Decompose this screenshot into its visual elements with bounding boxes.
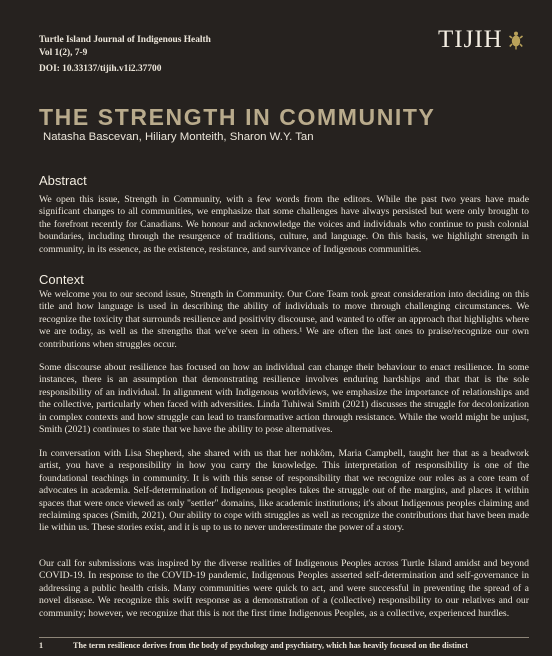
- journal-doi: DOI: 10.33137/tijih.v1i2.37700: [39, 64, 162, 74]
- context-paragraph-3: In conversation with Lisa Shepherd, she shared with us that her nohkôm, Maria Campbell, taught her that as a beadwork artist, you have a responsibility in how you carry the knowledge. This interpretation of responsibility is one of the foundational teachings in community. It is with this sense of responsibility that we recognize our roles as a core team of advocates in academia. Self-determination of Indigenous peoples takes the struggle out of the margins, and places it within spaces that were once viewed as only "settler" domains, like academic institutions; it's about Indigenous peoples claiming and reclaiming spaces (Smith, 2021). Our ability to cope with struggles as well as recognize the contributions that have been made lie within us. These stories exist, and it is up to us to never underestimate the power of a story.: [39, 448, 529, 534]
- footnote-number: 1: [39, 641, 44, 650]
- article-title: THE STRENGTH IN COMMUNITY: [39, 104, 436, 130]
- context-paragraph-1: We welcome you to our second issue, Strength in Community. Our Core Team took great consideration into deciding on this title and how language is used in describing the ability of individuals to move through challenging circumstances. We recognize the toxicity that surrounds resilience and positivity discourse, and wanted to offer an approach that highlights where we are today, as well as the strengths that we've seen in others.¹ We are often the last ones to praise/recognize our own contributions when struggles occur.: [39, 289, 529, 350]
- abstract-text: We open this issue, Strength in Community, with a few words from the editors. While the past two years have made significant changes to all communities, we emphasize that some challenges have always persisted but were only brought to the forefront recently for Canadians. We honour and acknowledge the voices and individuals who continue to push colonial boundaries, including through the resurgence of traditions, culture, and language. On this basis, we highlight strength in community, in its essence, as the existence, resistance, and survivance of Indigenous communities.: [39, 194, 529, 255]
- journal-logo: [438, 26, 523, 54]
- journal-header: [39, 34, 211, 76]
- footnote-text: The term resilience derives from the body of psychology and psychiatry, which has heavily focused on the distinct: [73, 641, 468, 650]
- turtle-icon: [509, 30, 523, 50]
- context-paragraph-2: Some discourse about resilience has focused on how an individual can change their behaviour to enact resilience. In some instances, there is an assumption that demonstrating resilience involves enduring hardships and that that is the sole responsibility of an individual. In alignment with Indigenous worldviews, we emphasize the importance of relationships and the collective, particularly when faced with adversities. Linda Tuhiwai Smith (2021) discusses the struggle for decolonization in complex contexts and how struggle can lead to transformative action through resistance. While the world might be unjust, Smith (2021) continues to state that we have the ability to pose alternatives.: [39, 362, 529, 436]
- abstract-heading: Abstract: [39, 173, 87, 188]
- journal-volume: Vol 1(2), 7-9: [39, 47, 88, 58]
- article-authors: Natasha Bascevan, Hiliary Monteith, Sharon W.Y. Tan: [43, 131, 314, 143]
- footnote: [39, 641, 529, 651]
- context-paragraph-4: Our call for submissions was inspired by the diverse realities of Indigenous Peoples across Turtle Island amidst and beyond COVID-19. In response to the COVID-19 pandemic, Indigenous Peoples asserted self-determination and self-governance in addressing a public health crisis. Many communities were quick to act, and were successful in preventing the spread of a novel disease. We recognize this swift response as a demonstration of a (collective) responsibility to our relatives and our community; however, we recognize that this is not the first time Indigenous Peoples, as a collective, experienced hurdles.: [39, 558, 529, 619]
- footnote-divider: [39, 637, 529, 638]
- journal-name: Turtle Island Journal of Indigenous Health: [39, 35, 211, 45]
- context-heading: Context: [39, 272, 84, 287]
- logo-text: TIJIH: [438, 26, 503, 53]
